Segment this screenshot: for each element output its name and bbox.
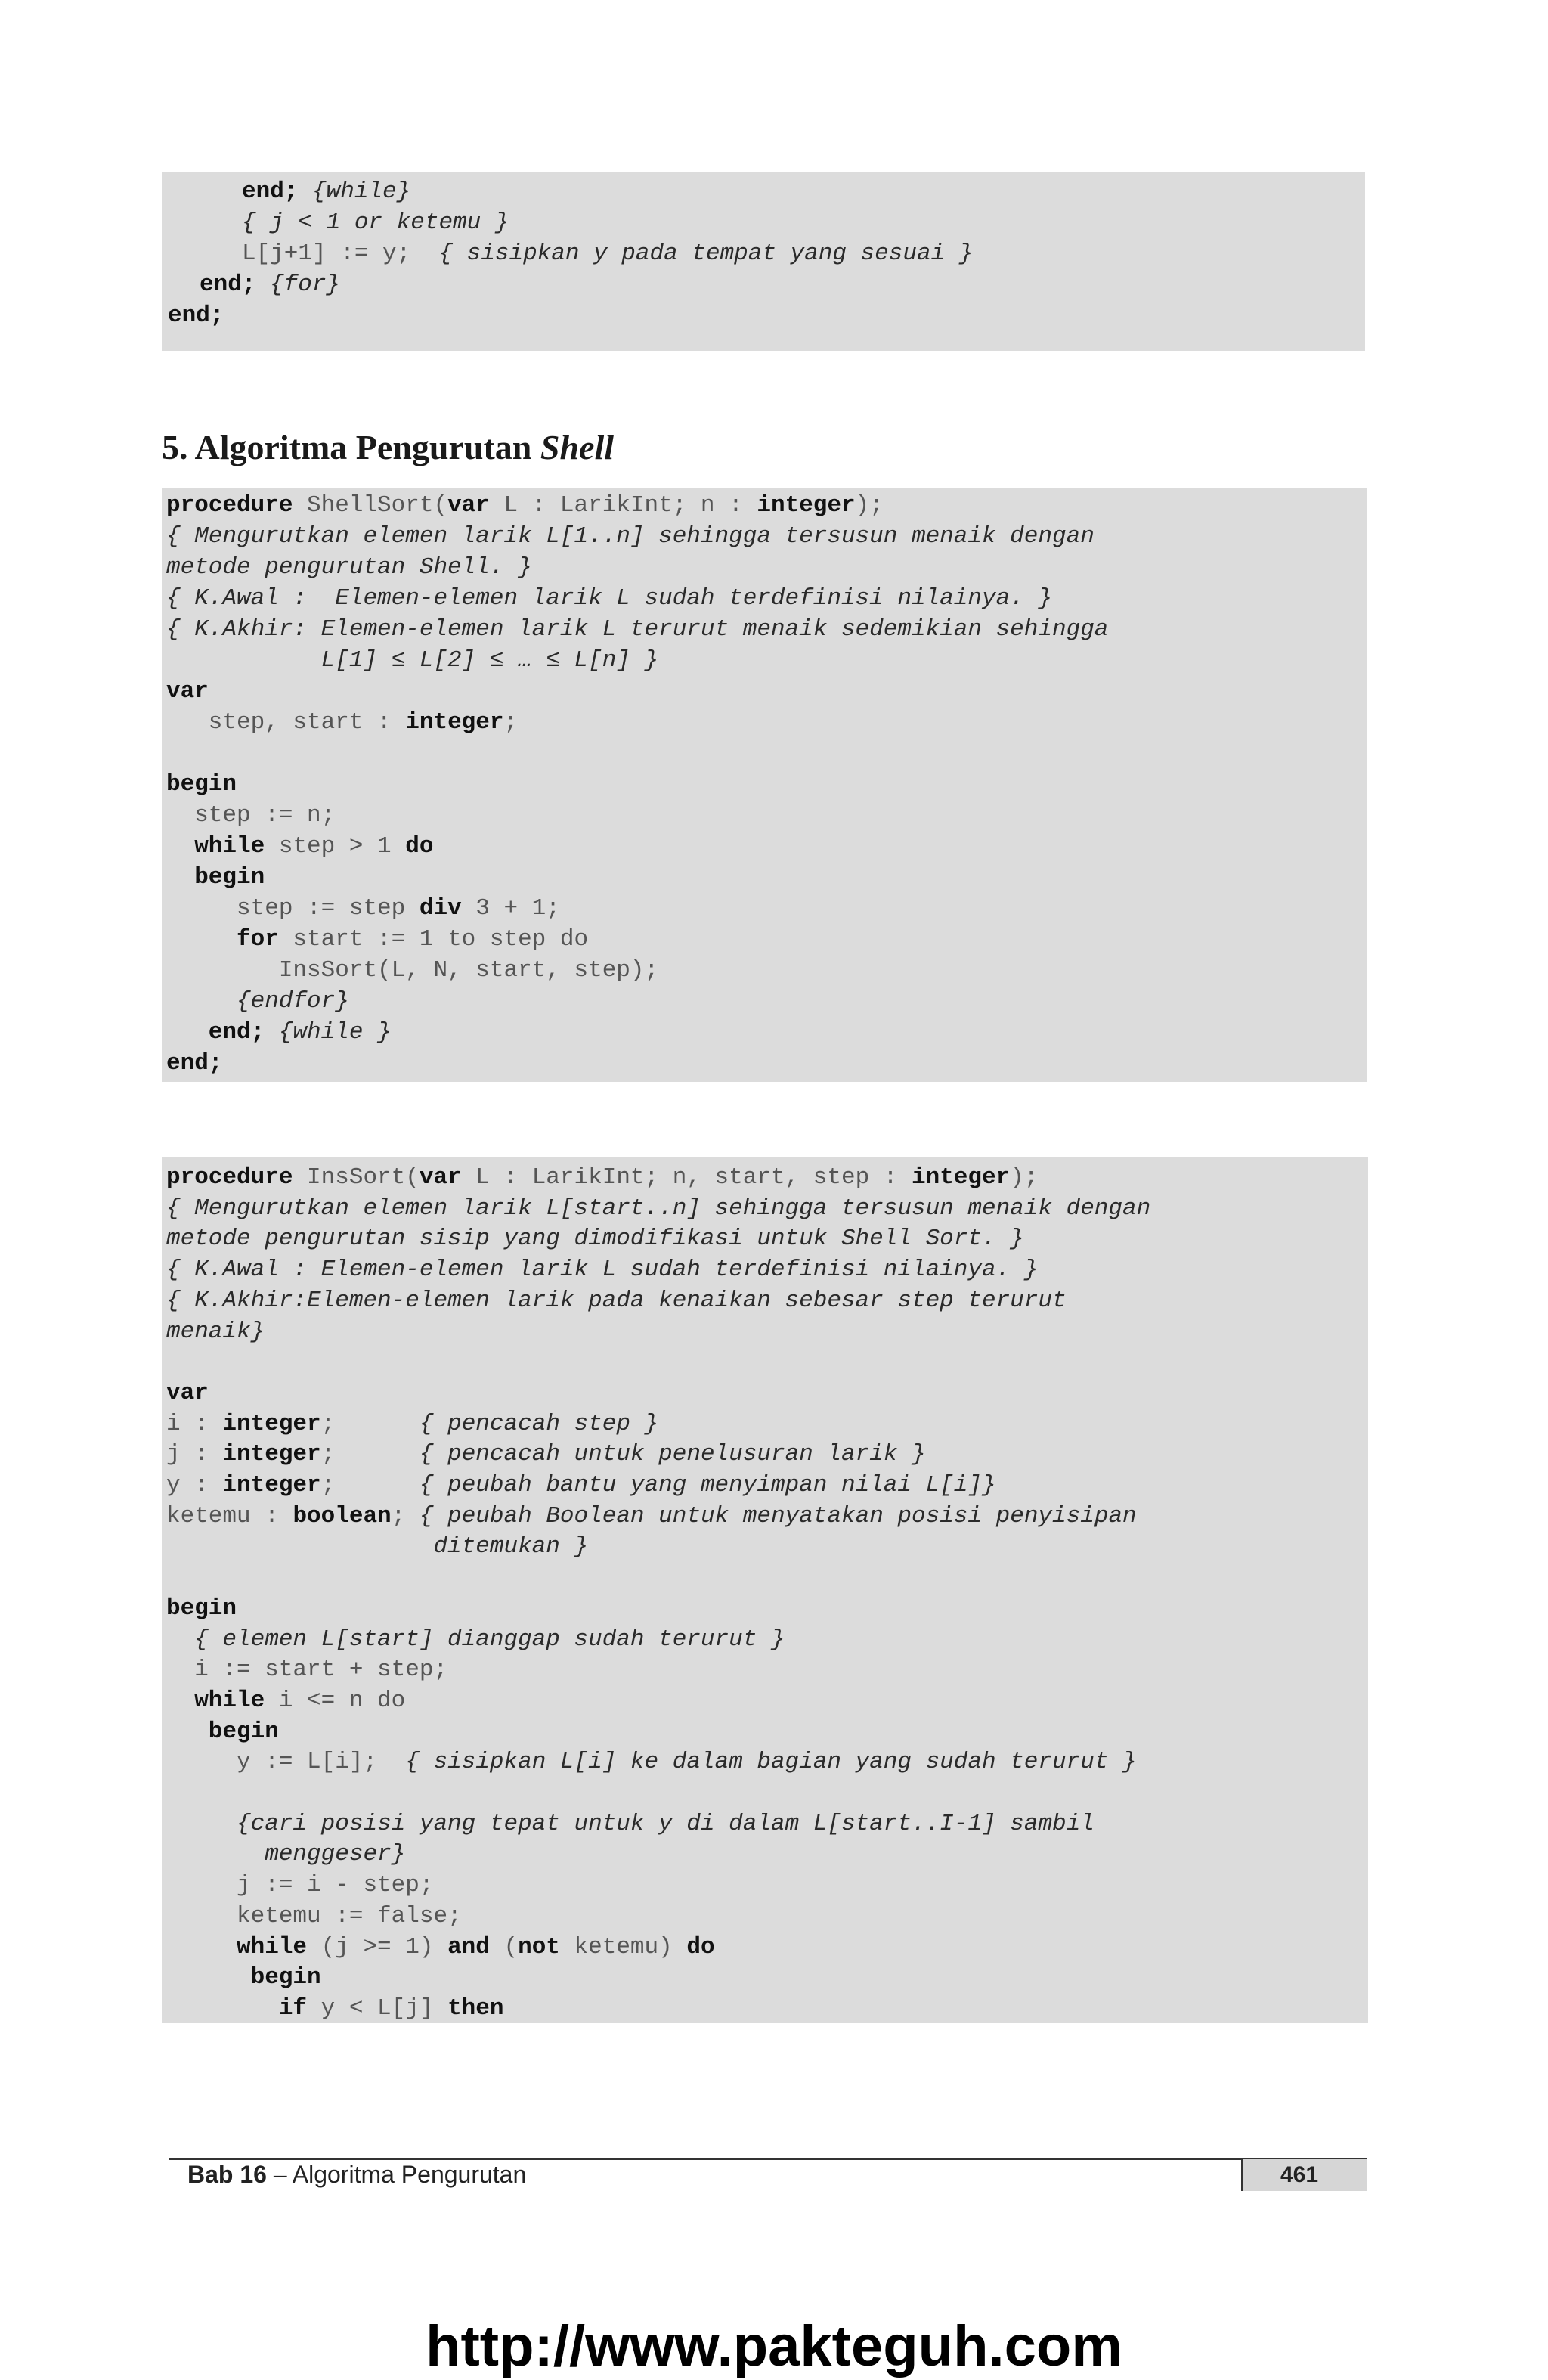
- code-text: ;: [320, 1472, 420, 1498]
- code-line: [166, 1257, 1038, 1283]
- code-text: ketemu): [559, 1933, 687, 1960]
- code-line: [166, 895, 560, 922]
- code-comment: { K.Awal : Elemen-elemen larik L sudah terdefinisi nilainya. }: [166, 1257, 1039, 1284]
- code-comment: {while }: [265, 1019, 392, 1046]
- code-keyword: end;: [166, 1050, 223, 1077]
- code-line: [166, 1811, 1094, 1837]
- code-comment: { sisipkan y pada tempat yang sesuai }: [438, 240, 974, 267]
- code-line: [166, 802, 335, 829]
- code-text: L : LarikInt; n, start, step :: [461, 1164, 912, 1191]
- code-keyword: integer: [222, 1472, 321, 1498]
- code-keyword: var: [166, 678, 209, 705]
- code-line: [166, 1934, 715, 1960]
- code-line: [166, 1019, 392, 1046]
- code-keyword: end;: [166, 1019, 265, 1046]
- code-line: [166, 1380, 209, 1406]
- code-comment: { Mengurutkan elemen larik L[start..n] sehingga tersusun menaik dengan: [166, 1195, 1151, 1222]
- code-keyword: div: [419, 895, 462, 922]
- section-title: Algoritma Pengurutan: [194, 428, 540, 466]
- code-keyword: integer: [222, 1441, 321, 1468]
- code-keyword: and: [447, 1933, 490, 1960]
- code-text: start := 1 to step do: [278, 926, 589, 953]
- code-block-inssort: [162, 1157, 1368, 2023]
- code-keyword: then: [447, 1994, 504, 2022]
- code-line: [242, 178, 410, 205]
- code-text: y := L[i];: [166, 1749, 406, 1776]
- code-comment: menggeser}: [166, 1841, 406, 1868]
- code-line: [166, 1195, 1150, 1222]
- code-line: [166, 1226, 1024, 1252]
- code-line: [242, 240, 973, 267]
- code-line: [166, 1656, 447, 1683]
- code-text: L[j+1] := y;: [242, 240, 439, 267]
- code-line: [166, 988, 349, 1015]
- code-line: [166, 833, 433, 860]
- code-line: [166, 554, 532, 581]
- code-line: [166, 1626, 785, 1653]
- code-comment: metode pengurutan sisip yang dimodifikasi untuk Shell Sort. }: [166, 1226, 1024, 1253]
- code-keyword: begin: [166, 1964, 321, 1991]
- code-text: ;: [320, 1410, 420, 1437]
- code-text: ;: [391, 1502, 420, 1529]
- footer-rule: [169, 2158, 1367, 2160]
- website-url: http://www.pakteguh.com: [426, 2314, 1122, 2378]
- code-keyword: integer: [405, 709, 504, 736]
- code-line: [168, 302, 224, 329]
- code-line: [166, 616, 1108, 643]
- code-line: [166, 1441, 926, 1467]
- code-keyword: begin: [166, 771, 237, 798]
- page-number: 461: [1280, 2162, 1319, 2187]
- code-line: [166, 585, 1052, 612]
- code-text: ;: [503, 709, 519, 736]
- code-keyword: end;: [200, 271, 256, 298]
- code-comment: metode pengurutan Shell. }: [166, 554, 532, 581]
- code-line: [166, 1964, 321, 1991]
- code-line: [166, 1319, 265, 1345]
- code-text: 3 + 1;: [461, 895, 560, 922]
- code-text: L : LarikInt; n :: [489, 492, 757, 519]
- code-text: i := start + step;: [166, 1656, 448, 1684]
- code-line: [166, 1411, 658, 1437]
- code-text: ;: [320, 1441, 420, 1468]
- code-line: [166, 1164, 1038, 1191]
- code-line: [166, 492, 884, 519]
- code-line: [166, 1841, 405, 1867]
- code-keyword: while: [166, 1933, 308, 1960]
- code-text: step, start :: [166, 709, 406, 736]
- code-text: ketemu :: [166, 1502, 293, 1529]
- code-comment: { K.Awal : Elemen-elemen larik L sudah terdefinisi nilainya. }: [166, 585, 1052, 612]
- code-line: [166, 1595, 237, 1622]
- code-comment: {endfor}: [166, 988, 349, 1015]
- code-comment: menaik}: [166, 1318, 265, 1345]
- code-comment: {cari posisi yang tepat untuk y di dalam L[start..I-1] sambil: [166, 1810, 1094, 1837]
- code-line: [166, 1533, 588, 1560]
- code-text: (: [489, 1933, 519, 1960]
- page-number-divider: [1241, 2159, 1243, 2191]
- section-title-italic: Shell: [540, 428, 615, 466]
- code-text: i <= n do: [265, 1687, 406, 1714]
- code-text: (j >= 1): [307, 1933, 448, 1960]
- code-comment: { pencacah step }: [419, 1410, 659, 1437]
- code-line: [166, 864, 265, 891]
- code-text: i :: [166, 1410, 223, 1437]
- code-keyword: integer: [911, 1164, 1011, 1191]
- code-line: [166, 771, 237, 798]
- code-comment: { peubah bantu yang menyimpan nilai L[i]}: [419, 1472, 996, 1498]
- code-keyword: for: [166, 926, 279, 953]
- code-comment: { K.Akhir: Elemen-elemen larik L terurut menaik sedemikian sehingga: [166, 616, 1109, 643]
- code-line: [166, 647, 658, 674]
- code-line: [166, 957, 658, 984]
- code-line: [166, 1503, 1137, 1529]
- code-text: j :: [166, 1441, 223, 1468]
- code-block-shellsort: [162, 488, 1367, 1082]
- code-comment: {for}: [255, 271, 341, 298]
- code-comment: ditemukan }: [166, 1533, 589, 1560]
- code-keyword: integer: [222, 1410, 321, 1437]
- code-keyword: begin: [166, 1594, 237, 1622]
- code-keyword: var: [419, 1164, 462, 1191]
- footer-chapter: [187, 2161, 526, 2189]
- section-heading: [162, 427, 614, 467]
- footer-chapter-number: Bab 16: [187, 2161, 267, 2188]
- code-keyword: procedure: [166, 492, 293, 519]
- code-line: [200, 271, 340, 298]
- code-text: y < L[j]: [307, 1994, 448, 2022]
- code-line: [166, 1995, 503, 2022]
- code-keyword: end;: [242, 178, 299, 205]
- code-text: );: [855, 492, 884, 519]
- code-line: [242, 209, 509, 236]
- code-text: InsSort(: [293, 1164, 420, 1191]
- code-comment: { elemen L[start] dianggap sudah terurut }: [166, 1625, 785, 1653]
- code-keyword: do: [686, 1933, 715, 1960]
- code-keyword: while: [166, 833, 265, 860]
- code-text: j := i - step;: [166, 1872, 434, 1899]
- code-text: ShellSort(: [293, 492, 448, 519]
- code-keyword: var: [166, 1379, 209, 1406]
- code-keyword: begin: [166, 864, 265, 891]
- code-comment: { pencacah untuk penelusuran larik }: [419, 1441, 926, 1468]
- code-line: [166, 1288, 1067, 1314]
- code-keyword: var: [447, 492, 490, 519]
- code-comment: {while}: [298, 178, 411, 205]
- code-keyword: integer: [757, 492, 856, 519]
- code-line: [166, 1872, 433, 1898]
- code-keyword: if: [166, 1994, 308, 2022]
- code-comment: { peubah Boolean untuk menyatakan posisi penyisipan: [419, 1502, 1137, 1529]
- code-comment: { K.Akhir:Elemen-elemen larik pada kenaikan sebesar step terurut: [166, 1287, 1067, 1314]
- code-line: [166, 1472, 996, 1498]
- code-line: [166, 1687, 405, 1714]
- code-text: step := n;: [166, 802, 336, 829]
- code-text: step := step: [166, 895, 420, 922]
- code-keyword: do: [405, 833, 434, 860]
- code-line: [166, 709, 518, 736]
- code-comment: L[1] ≤ L[2] ≤ … ≤ L[n] }: [166, 647, 659, 674]
- code-line: [166, 678, 209, 705]
- code-keyword: boolean: [293, 1502, 392, 1529]
- footer-chapter-title: – Algoritma Pengurutan: [266, 2161, 527, 2188]
- code-keyword: while: [166, 1687, 265, 1714]
- code-text: InsSort(L, N, start, step);: [166, 957, 659, 984]
- code-keyword: end;: [168, 302, 224, 329]
- code-text: y :: [166, 1472, 223, 1498]
- code-keyword: begin: [166, 1718, 279, 1745]
- code-line: [166, 926, 588, 953]
- code-keyword: not: [518, 1933, 560, 1960]
- code-comment: { sisipkan L[i] ke dalam bagian yang sudah terurut }: [405, 1749, 1137, 1776]
- code-comment: { Mengurutkan elemen larik L[1..n] sehingga tersusun menaik dengan: [166, 523, 1094, 550]
- code-line: [166, 1903, 462, 1929]
- code-keyword: procedure: [166, 1164, 293, 1191]
- code-text: step > 1: [265, 833, 406, 860]
- code-text: );: [1010, 1164, 1039, 1191]
- code-line: [166, 523, 1094, 550]
- section-number: 5.: [162, 428, 188, 466]
- code-comment: { j < 1 or ketemu }: [242, 209, 509, 236]
- code-block-insertion-end: [162, 172, 1365, 351]
- code-line: [166, 1718, 279, 1745]
- code-text: ketemu := false;: [166, 1902, 462, 1929]
- code-line: [166, 1050, 222, 1077]
- code-line: [166, 1749, 1137, 1775]
